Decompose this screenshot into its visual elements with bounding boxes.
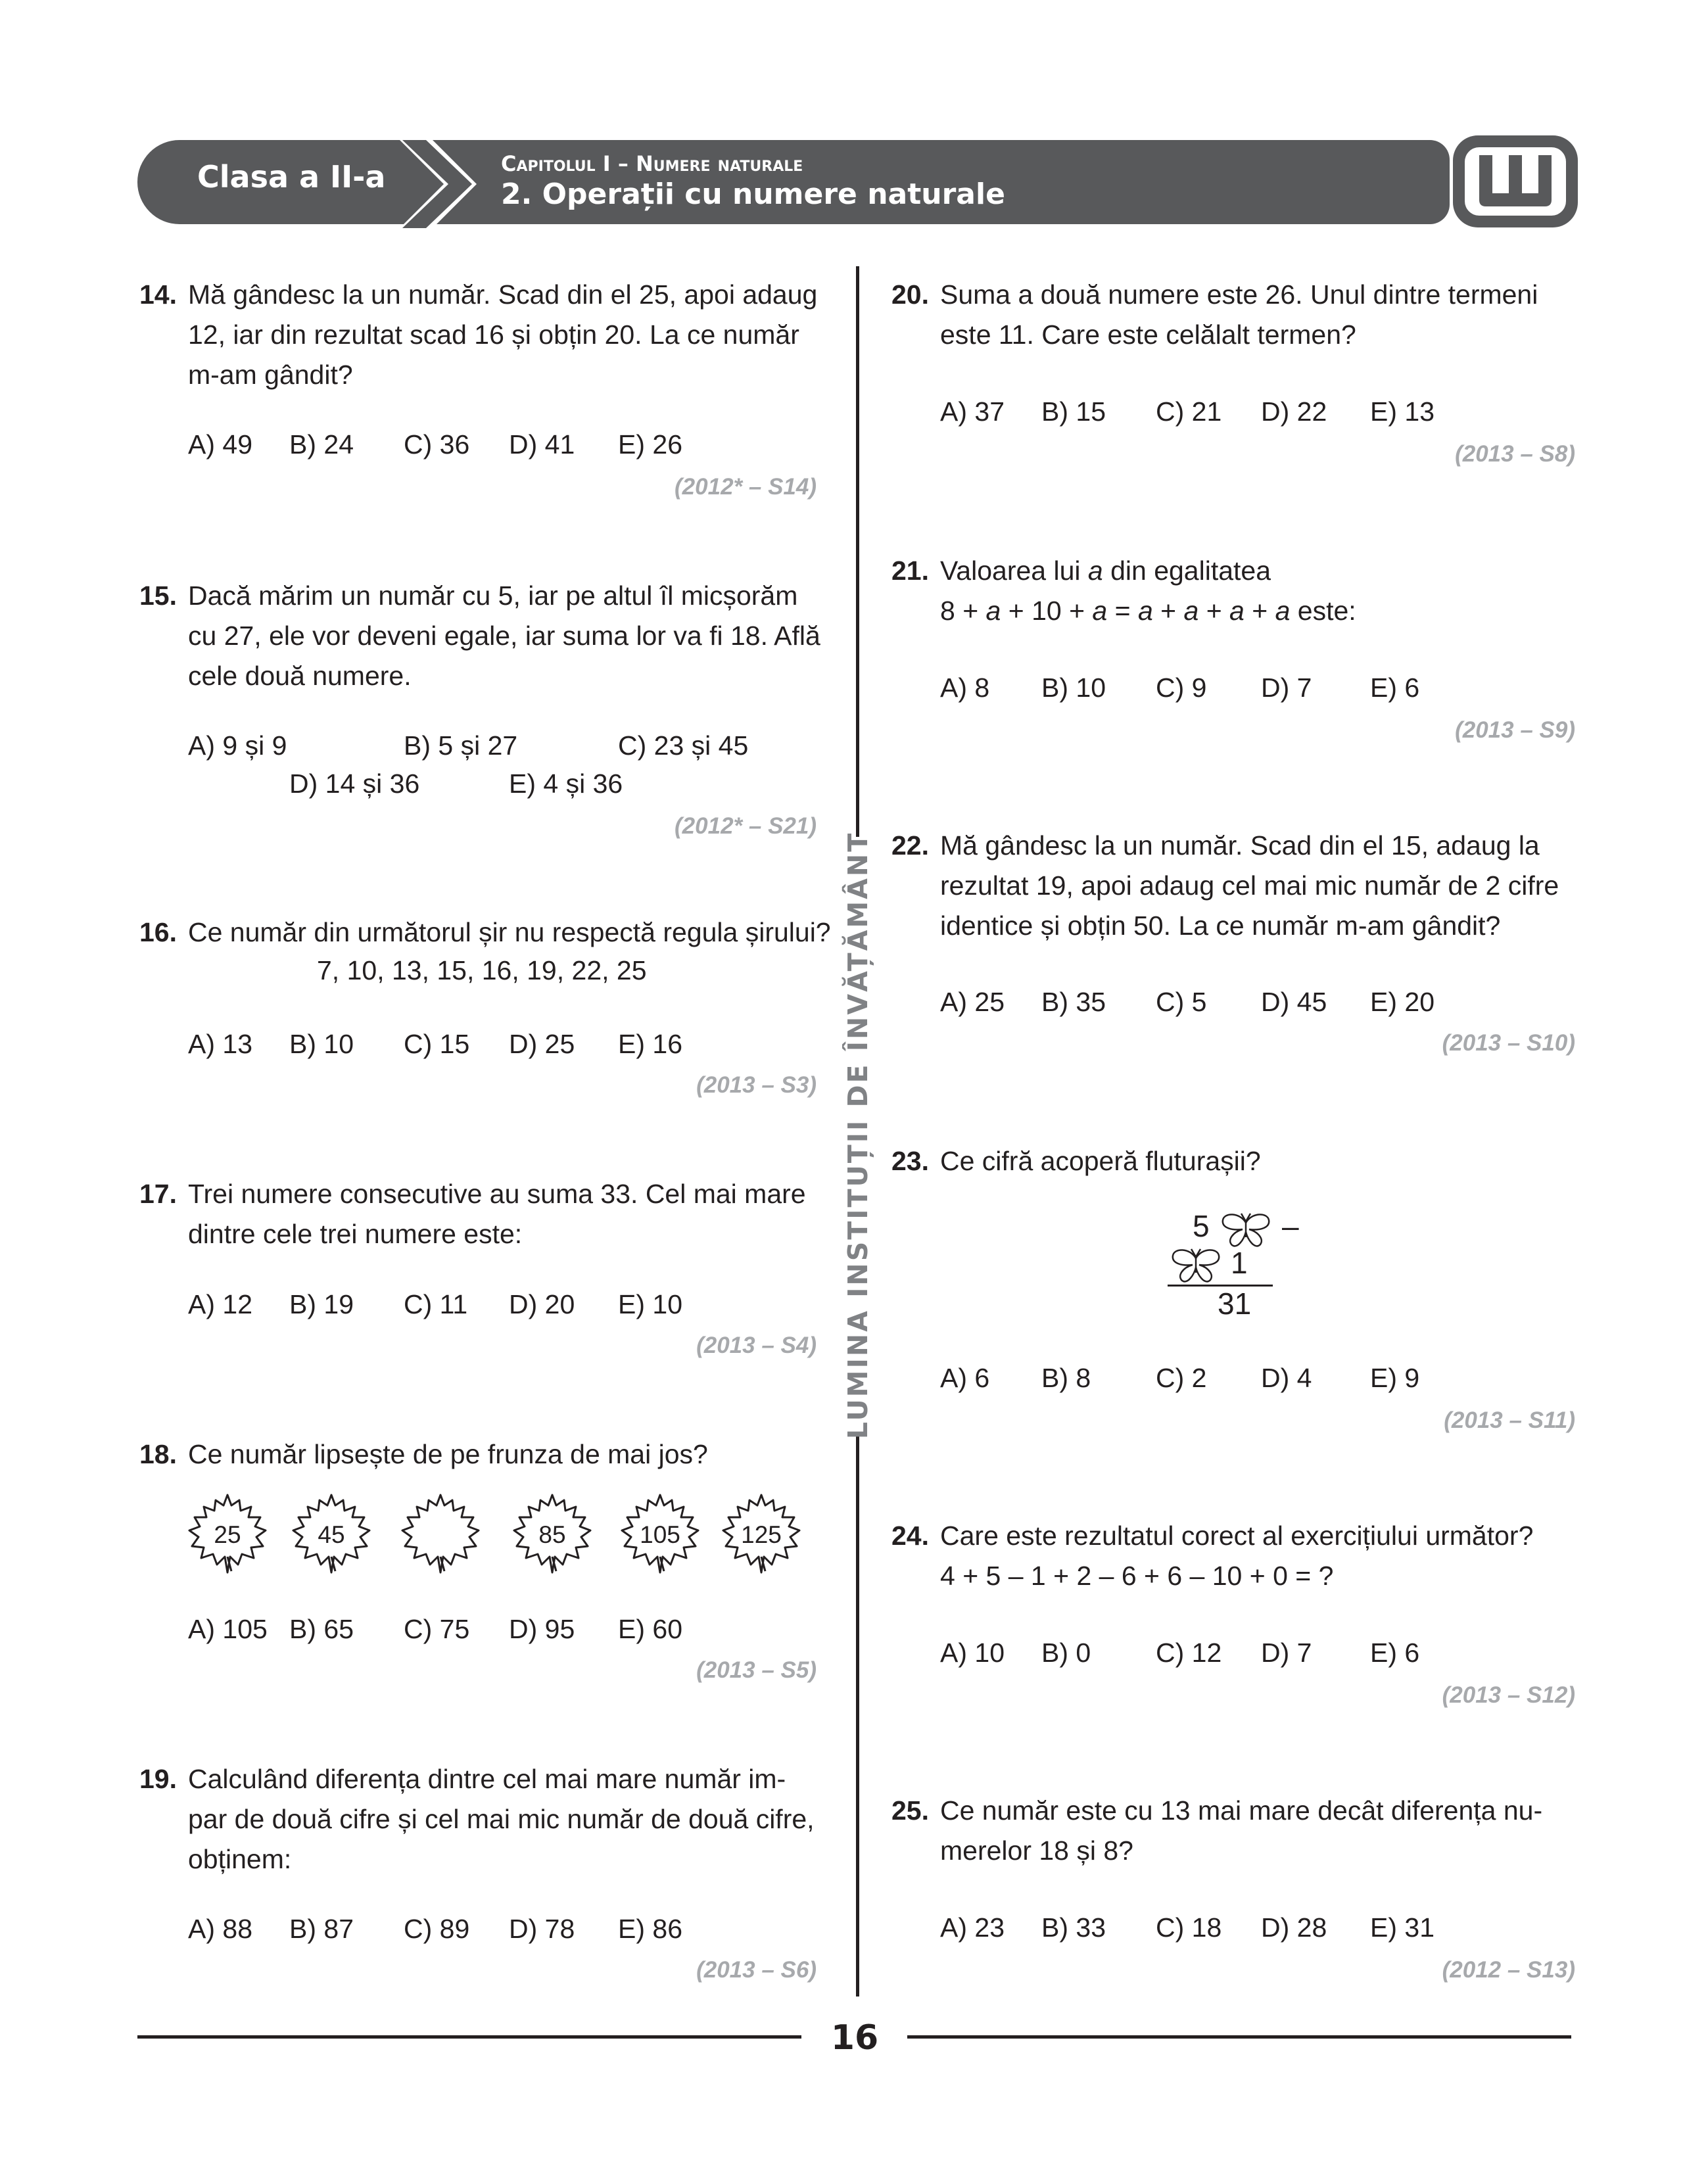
question-number: 20. [891, 279, 929, 310]
question-text: Ce număr este cu 13 mai mare decât diferența nu- merelor 18 și 8? [940, 1795, 1543, 1866]
question-number: 16. [139, 917, 177, 947]
answer-option[interactable]: E) 16 [618, 1029, 682, 1059]
answer-option[interactable]: D) 25 [509, 1029, 575, 1059]
answer-option[interactable]: A) 105 [188, 1614, 268, 1644]
answer-option[interactable]: E) 60 [618, 1614, 682, 1644]
leaf-value: 45 [318, 1521, 345, 1548]
answer-option[interactable]: B) 33 [1041, 1912, 1106, 1943]
header-divider-shape [368, 135, 493, 233]
answer-option[interactable]: D) 78 [509, 1914, 575, 1944]
answer-option[interactable]: E) 13 [1370, 396, 1435, 427]
answer-option[interactable]: D) 41 [509, 429, 575, 460]
answer-option[interactable]: E) 31 [1370, 1912, 1435, 1943]
question-number: 24. [891, 1521, 929, 1551]
answer-option[interactable]: E) 20 [1370, 987, 1435, 1017]
question-text: Dacă mărim un număr cu 5, iar pe altul îl micșorăm cu 27, ele vor deveni egale, iar suma lor va fi 18. Află cele două numere. [188, 580, 820, 691]
answer-option[interactable]: B) 65 [289, 1614, 354, 1644]
leaf-icon [719, 1491, 803, 1575]
answer-option[interactable]: E) 9 [1370, 1363, 1420, 1393]
top-digit: 5 [1193, 1209, 1210, 1243]
column-divider [856, 1434, 859, 1997]
source-citation: (2013 – S6) [696, 1957, 817, 1983]
answer-option[interactable]: B) 10 [289, 1029, 354, 1059]
number-sequence: 7, 10, 13, 15, 16, 19, 22, 25 [317, 955, 647, 985]
source-citation: (2013 – S3) [696, 1072, 817, 1098]
question-text: Ce număr lipsește de pe frunza de mai jos? [188, 1439, 708, 1469]
answer-option[interactable]: B) 15 [1041, 396, 1106, 427]
answer-option[interactable]: A) 8 [940, 673, 990, 703]
answer-option[interactable]: E) 10 [618, 1289, 682, 1319]
answer-option[interactable]: D) 7 [1261, 1638, 1312, 1668]
question-text: Calculând diferența dintre cel mai mare număr im- par de două cifre și cel mai mic număr de două cifre, obținem: [188, 1764, 815, 1874]
question-number: 19. [139, 1764, 177, 1794]
answer-option[interactable]: E) 6 [1370, 673, 1420, 703]
question-25 [891, 1791, 1575, 1988]
answer-option[interactable]: C) 5 [1156, 987, 1207, 1017]
question-24 [891, 1516, 1575, 1713]
answer-option[interactable]: E) 86 [618, 1914, 682, 1944]
answer-option[interactable]: C) 2 [1156, 1363, 1207, 1393]
answer-option[interactable]: E) 4 și 36 [509, 768, 623, 799]
question-text: Valoarea lui a din egalitatea 8 + a + 10 + a = a + a + a + a este: [940, 555, 1356, 626]
source-citation: (2013 – S8) [1455, 441, 1575, 467]
answer-option[interactable]: B) 8 [1041, 1363, 1091, 1393]
source-citation: (2013 – S10) [1442, 1030, 1575, 1056]
answer-option[interactable]: B) 5 și 27 [404, 730, 518, 761]
question-19 [139, 1759, 817, 1996]
answer-option[interactable]: C) 9 [1156, 673, 1207, 703]
answer-option[interactable]: B) 24 [289, 429, 354, 460]
question-22 [891, 826, 1575, 1062]
result-value: 31 [1218, 1287, 1252, 1321]
minus-sign: – [1282, 1209, 1299, 1243]
question-number: 18. [139, 1439, 177, 1469]
answer-option[interactable]: D) 20 [509, 1289, 575, 1319]
answer-option[interactable]: B) 19 [289, 1289, 354, 1319]
source-citation: (2012 – S13) [1442, 1957, 1575, 1983]
answer-option[interactable]: C) 18 [1156, 1912, 1222, 1943]
answer-option[interactable]: B) 0 [1041, 1638, 1091, 1668]
answer-option[interactable]: E) 26 [618, 429, 682, 460]
answer-option[interactable]: A) 49 [188, 429, 252, 460]
answer-option[interactable]: A) 9 și 9 [188, 730, 287, 761]
question-14 [139, 275, 817, 498]
question-17 [139, 1174, 817, 1371]
leaf-icon [510, 1491, 594, 1575]
answer-option[interactable]: C) 75 [404, 1614, 470, 1644]
answer-option[interactable]: C) 89 [404, 1914, 470, 1944]
butterfly-icon [1220, 1211, 1271, 1249]
answer-option[interactable]: D) 14 și 36 [289, 768, 420, 799]
answer-option[interactable]: D) 95 [509, 1614, 575, 1644]
source-citation: (2013 – S11) [1444, 1407, 1575, 1433]
answer-option[interactable]: C) 15 [404, 1029, 470, 1059]
source-citation: (2013 – S12) [1442, 1682, 1575, 1708]
answer-option[interactable]: D) 7 [1261, 673, 1312, 703]
question-number: 23. [891, 1146, 929, 1176]
answer-option[interactable]: A) 6 [940, 1363, 990, 1393]
side-watermark-text: LUMINA INSTITUȚII DE ÎNVĂȚĂMÂNT [842, 831, 874, 1440]
answer-option[interactable]: D) 22 [1261, 396, 1327, 427]
answer-option[interactable]: D) 28 [1261, 1912, 1327, 1943]
question-15 [139, 576, 820, 839]
answer-option[interactable]: B) 35 [1041, 987, 1106, 1017]
question-text: Ce număr din următorul șir nu respectă regula șirului? [188, 917, 831, 947]
question-20 [891, 275, 1575, 472]
footer-rule [907, 2035, 1571, 2039]
source-citation: (2012* – S14) [675, 474, 817, 500]
question-number: 25. [891, 1795, 929, 1826]
answer-option[interactable]: A) 23 [940, 1912, 1005, 1943]
question-text: Mă gândesc la un număr. Scad din el 15, adaug la rezultat 19, apoi adaug cel mai mic număr de 2 cifre identice și obțin 50. La ce număr m-am gândit? [940, 830, 1559, 941]
leaf-value: 25 [214, 1521, 241, 1548]
answer-option[interactable]: A) 25 [940, 987, 1005, 1017]
publisher-logo-icon [1453, 135, 1578, 227]
source-citation: (2012* – S21) [675, 813, 817, 839]
question-number: 21. [891, 555, 929, 586]
leaf-value: 85 [538, 1521, 566, 1548]
answer-option[interactable]: A) 13 [188, 1029, 252, 1059]
butterfly-icon [1170, 1246, 1222, 1285]
answer-option[interactable]: C) 21 [1156, 396, 1222, 427]
answer-option[interactable]: C) 11 [404, 1289, 468, 1319]
leaf-icon [618, 1491, 702, 1575]
question-18 [139, 1434, 817, 1697]
answer-option[interactable]: A) 10 [940, 1638, 1005, 1668]
source-citation: (2013 – S9) [1455, 717, 1575, 743]
chapter-title: Capitolul I – Numere naturale [501, 151, 803, 176]
leaf-icon [289, 1491, 373, 1575]
answer-option[interactable]: D) 45 [1261, 987, 1327, 1017]
source-citation: (2013 – S4) [696, 1333, 817, 1358]
leaf-icon [185, 1491, 270, 1575]
answer-option[interactable]: A) 88 [188, 1914, 252, 1944]
source-citation: (2013 – S5) [696, 1657, 817, 1683]
question-number: 15. [139, 580, 177, 611]
column-divider [856, 266, 859, 837]
subtraction-figure [1164, 1203, 1308, 1321]
question-number: 17. [139, 1179, 177, 1209]
bottom-digit: 1 [1231, 1246, 1248, 1280]
leaf-value: 125 [741, 1521, 782, 1548]
leaf-value: 105 [640, 1521, 680, 1548]
answer-option[interactable]: A) 37 [940, 396, 1005, 427]
class-label: Clasa a II-a [197, 159, 386, 195]
question-text: Care este rezultatul corect al exercițiului următor? 4 + 5 – 1 + 2 – 6 + 6 – 10 + 0 = ? [940, 1521, 1534, 1591]
answer-option[interactable]: C) 23 și 45 [618, 730, 749, 761]
answer-option[interactable]: D) 4 [1261, 1363, 1312, 1393]
leaf-icon [398, 1491, 483, 1575]
question-number: 22. [891, 830, 929, 861]
topic-title: 2. Operații cu numere naturale [501, 177, 1005, 211]
question-16 [139, 912, 831, 1110]
question-number: 14. [139, 279, 177, 310]
answer-option[interactable]: B) 87 [289, 1914, 354, 1944]
question-21 [891, 551, 1575, 748]
answer-option[interactable]: A) 12 [188, 1289, 252, 1319]
answer-option[interactable]: B) 10 [1041, 673, 1106, 703]
question-text: Trei numere consecutive au suma 33. Cel mai mare dintre cele trei numere este: [188, 1179, 806, 1249]
question-text: Suma a două numere este 26. Unul dintre termeni este 11. Care este celălalt termen? [940, 279, 1538, 350]
question-text: Mă gândesc la un număr. Scad din el 25, apoi adaug 12, iar din rezultat scad 16 și obțin 20. La ce număr m-am gândit? [188, 279, 818, 390]
footer-rule [137, 2035, 801, 2039]
answer-option[interactable]: E) 6 [1370, 1638, 1420, 1668]
answer-option[interactable]: C) 12 [1156, 1638, 1222, 1668]
answer-option[interactable]: C) 36 [404, 429, 470, 460]
question-text: Ce cifră acoperă fluturașii? [940, 1146, 1261, 1176]
